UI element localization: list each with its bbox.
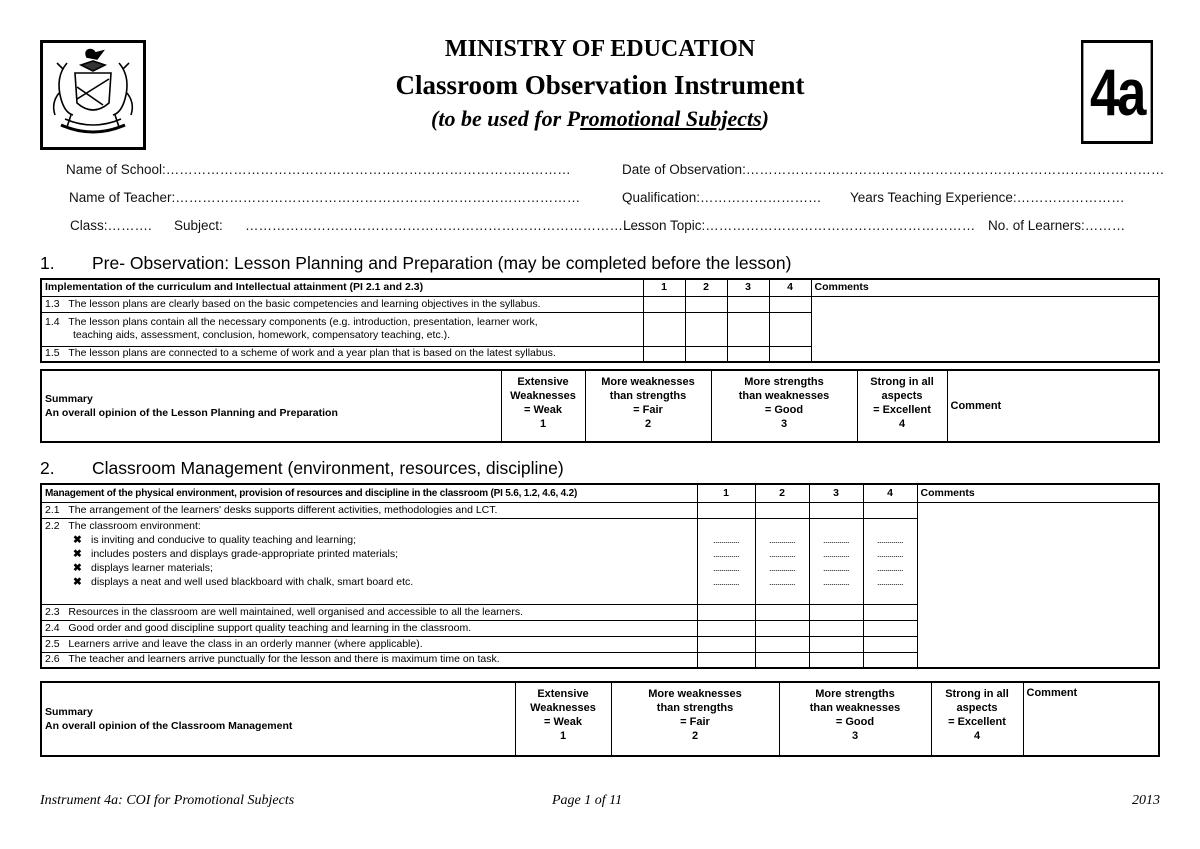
rating-cell[interactable] [755, 636, 809, 652]
scale-line: More strengths [815, 688, 895, 700]
dot-line: ............. [712, 534, 739, 545]
criterion-text: Learners arrive and leave the class in an orderly manner (where applicable). [68, 637, 423, 650]
criterion-id: 2.1 [45, 503, 60, 516]
scale-line: Extensive [537, 688, 589, 700]
section-1-summary-row [41, 370, 1159, 442]
rating-cell[interactable] [697, 652, 755, 668]
summary-description: An overall opinion of the Lesson Planning and Preparation [45, 407, 338, 419]
section-2-summary-table [40, 681, 1160, 757]
scale-value: 2 [691, 730, 699, 742]
scale-line: = Good [764, 404, 804, 416]
bullet-text: displays learner materials; [91, 561, 213, 574]
list-item [45, 561, 694, 575]
experience-field[interactable]: Years Teaching Experience:…………………… [850, 190, 1125, 205]
rating-cell[interactable] [863, 502, 917, 518]
section-1-title: Pre- Observation: Lesson Planning and Preparation (may be completed before the lesson) [92, 253, 792, 273]
dot-line: ............. [768, 534, 795, 545]
criterion-text: The teacher and learners arrive punctually for the lesson and there is maximum time on task. [68, 653, 500, 666]
criterion-2-1 [41, 502, 697, 518]
scale-value: 4 [973, 730, 981, 742]
dot-line: ............. [768, 548, 795, 559]
section-2-comments-header: Comments [917, 484, 1159, 502]
scale-line: = Excellent [873, 404, 931, 416]
rating-cell[interactable] [863, 620, 917, 636]
criterion-text: The lesson plans contain all the necessary components (e.g. introduction, presentation, learner work, [68, 316, 538, 328]
criterion-2-6 [41, 652, 697, 668]
criterion-id: 2.2 [45, 519, 60, 532]
section-2-col-1: 1 [697, 484, 755, 502]
document-title: Classroom Observation Instrument [395, 70, 805, 100]
rating-cell[interactable] [809, 502, 863, 518]
school-name-field[interactable]: Name of School:……………………………………………………………………………… [66, 162, 571, 177]
scale-value: 1 [559, 730, 567, 742]
rating-cell[interactable] [755, 518, 809, 604]
summary-label-cell [41, 370, 501, 442]
rating-weak-option[interactable] [515, 682, 611, 756]
criterion-id: 1.3 [45, 297, 60, 310]
section-1-number: 1. [40, 253, 55, 273]
scale-line: than strengths [609, 390, 687, 402]
instrument-number-badge: 4a [1081, 40, 1153, 144]
rating-cell[interactable] [685, 296, 727, 312]
learners-count-field[interactable]: No. of Learners:……… [988, 218, 1126, 233]
table-row [41, 296, 1159, 312]
section-2-number: 2. [40, 458, 55, 478]
cross-bullet-icon: ✖ [73, 561, 82, 574]
section-2-col-3: 3 [809, 484, 863, 502]
criterion-1-4 [41, 312, 643, 346]
section-2-comments-cell[interactable] [917, 502, 1159, 668]
section-2-col-2: 2 [755, 484, 809, 502]
scale-value: 2 [644, 418, 652, 430]
summary-comment-cell[interactable] [947, 370, 1159, 442]
summary-comment-label: Comment [950, 399, 1002, 412]
rating-cell[interactable] [643, 312, 685, 346]
scale-line: More weaknesses [601, 376, 695, 388]
dot-line: ............. [876, 534, 903, 545]
dot-line: ............. [822, 576, 849, 587]
rating-excellent-option[interactable] [931, 682, 1023, 756]
scale-line: aspects [956, 702, 998, 714]
dot-line: ............. [876, 548, 903, 559]
scale-line: = Excellent [948, 716, 1006, 728]
bullet-text: displays a neat and well used blackboard with chalk, smart board etc. [91, 575, 414, 588]
rating-cell[interactable] [755, 652, 809, 668]
rating-cell[interactable] [643, 296, 685, 312]
criterion-id: 2.4 [45, 621, 60, 634]
scale-line: aspects [881, 390, 923, 402]
summary-label-cell [41, 682, 515, 756]
section-1-header-label: Implementation of the curriculum and Intellectual attainment (PI 2.1 and 2.3) [41, 279, 643, 296]
rating-cell[interactable] [809, 604, 863, 620]
section-1-heading [40, 253, 791, 274]
criterion-text: Good order and good discipline support quality teaching and learning in the classroom. [68, 621, 472, 634]
scale-line: Strong in all [870, 376, 934, 388]
rating-excellent-option[interactable] [857, 370, 947, 442]
subtitle-underlined: romotional Subjects [580, 106, 762, 131]
footer-instrument-label: Instrument 4a: COI for Promotional Subjects [40, 793, 295, 808]
scale-line: More strengths [744, 376, 824, 388]
summary-comment-cell[interactable] [1023, 682, 1159, 756]
bullet-text: is inviting and conducive to quality teaching and learning; [91, 533, 357, 546]
rating-cell[interactable] [697, 518, 755, 604]
rating-cell[interactable] [809, 652, 863, 668]
dot-line: ............. [712, 548, 739, 559]
rating-cell[interactable] [863, 604, 917, 620]
summary-comment-label: Comment [1026, 687, 1078, 699]
subtitle-suffix: ) [761, 106, 769, 131]
criterion-id: 2.3 [45, 605, 60, 618]
summary-description: An overall opinion of the Classroom Management [45, 720, 293, 732]
section-1-criteria-table [40, 278, 1160, 363]
rating-cell[interactable] [863, 652, 917, 668]
scale-value: 3 [851, 730, 859, 742]
scale-line: = Weak [543, 716, 583, 728]
criterion-text-continued: teaching aids, assessment, conclusion, homework, compensatory teaching, etc.). [73, 329, 451, 341]
criterion-2-2 [41, 518, 697, 604]
rating-fair-option[interactable] [585, 370, 711, 442]
scale-value: 3 [780, 418, 788, 430]
section-1-summary-table [40, 369, 1160, 443]
scale-line: than weaknesses [738, 390, 830, 402]
criterion-id: 2.6 [45, 653, 60, 666]
dot-line: ............. [876, 576, 903, 587]
rating-cell[interactable] [727, 296, 769, 312]
criterion-2-4 [41, 620, 697, 636]
section-1-comments-cell[interactable] [811, 296, 1159, 362]
criterion-id: 1.4 [45, 316, 60, 328]
dot-line: ............. [768, 562, 795, 573]
ministry-title: MINISTRY OF EDUCATION [444, 36, 756, 62]
footer-page-number: Page 1 of 11 [552, 793, 623, 808]
rating-cell[interactable] [755, 604, 809, 620]
criterion-text: The lesson plans are connected to a scheme of work and a year plan that is based on the latest syllabus. [68, 347, 556, 360]
rating-cell[interactable] [727, 312, 769, 346]
rating-fair-option[interactable] [611, 682, 779, 756]
rating-cell[interactable] [697, 604, 755, 620]
document-subtitle [0, 106, 1200, 132]
criterion-id: 2.5 [45, 637, 60, 650]
criterion-id: 1.5 [45, 347, 60, 360]
rating-good-option[interactable] [779, 682, 931, 756]
dot-line: ............. [822, 548, 849, 559]
dot-line: ............. [712, 562, 739, 573]
criterion-2-5 [41, 636, 697, 652]
rating-cell[interactable] [769, 296, 811, 312]
scale-line: than weaknesses [809, 702, 901, 714]
section-1-col-4: 4 [769, 279, 811, 296]
criterion-1-5 [41, 346, 643, 362]
rating-cell[interactable] [685, 346, 727, 362]
dot-line: ............. [712, 576, 739, 587]
rating-cell[interactable] [809, 518, 863, 604]
dot-line: ............. [822, 534, 849, 545]
rating-cell[interactable] [643, 346, 685, 362]
scale-value: 4 [898, 418, 906, 430]
rating-cell[interactable] [863, 636, 917, 652]
rating-cell[interactable] [769, 312, 811, 346]
qualification-field[interactable]: Qualification:……………………… [622, 190, 822, 205]
section-1-col-2: 2 [685, 279, 727, 296]
table-row [41, 502, 1159, 518]
scale-value: 1 [539, 418, 547, 430]
rating-cell[interactable] [809, 620, 863, 636]
summary-label: Summary [45, 393, 93, 405]
list-item [45, 533, 694, 547]
criterion-text: The classroom environment: [68, 519, 201, 532]
scale-line: than strengths [656, 702, 734, 714]
section-2-header-row [41, 484, 1159, 502]
observation-date-field[interactable]: Date of Observation:………………………………………………………………………………… [622, 162, 1165, 177]
rating-cell[interactable] [685, 312, 727, 346]
dot-line: ............. [822, 562, 849, 573]
lesson-topic-field[interactable]: Lesson Topic:…………………………………………………… [623, 218, 976, 233]
section-1-comments-header: Comments [811, 279, 1159, 296]
scale-line: = Weak [523, 404, 563, 416]
rating-cell[interactable] [769, 346, 811, 362]
subject-label: Subject: [174, 218, 223, 233]
section-1-col-1: 1 [643, 279, 685, 296]
scale-line: = Fair [633, 404, 663, 416]
criterion-2-3 [41, 604, 697, 620]
rating-weak-option[interactable] [501, 370, 585, 442]
cross-bullet-icon: ✖ [73, 575, 82, 588]
rating-cell[interactable] [727, 346, 769, 362]
rating-cell[interactable] [755, 502, 809, 518]
scale-line: = Fair [680, 716, 710, 728]
rating-cell[interactable] [697, 502, 755, 518]
section-2-summary-row [41, 682, 1159, 756]
class-field[interactable]: Class:………. [70, 218, 152, 233]
list-item [45, 575, 694, 589]
scale-line: Extensive [517, 376, 569, 388]
section-1-col-3: 3 [727, 279, 769, 296]
rating-cell[interactable] [697, 620, 755, 636]
dot-line: ............. [768, 576, 795, 587]
scale-line: More weaknesses [648, 688, 742, 700]
bullet-text: includes posters and displays grade-appropriate printed materials; [91, 547, 399, 560]
scale-line: Weaknesses [530, 702, 596, 714]
section-2-criteria-table [40, 483, 1160, 669]
footer-year: 2013 [1132, 793, 1160, 808]
cross-bullet-icon: ✖ [73, 533, 82, 546]
scale-line: Weaknesses [510, 390, 576, 402]
teacher-name-field[interactable]: Name of Teacher:……………………………………………………………………………… [69, 190, 581, 205]
list-item [45, 547, 694, 561]
criterion-1-3 [41, 296, 643, 312]
criterion-text: Resources in the classroom are well maintained, well organised and accessible to all the learners. [68, 605, 524, 618]
section-2-heading [40, 458, 564, 479]
section-2-header-label: Management of the physical environment, provision of resources and discipline in the classroom (PI 5.6, 1.2, 4.6, 4.2) [41, 484, 697, 502]
dot-line: ............. [876, 562, 903, 573]
criterion-text: The lesson plans are clearly based on the basic competencies and learning objectives in the syllabus. [68, 297, 541, 310]
rating-cell[interactable] [809, 636, 863, 652]
section-2-col-4: 4 [863, 484, 917, 502]
scale-line: Strong in all [945, 688, 1009, 700]
criterion-text: The arrangement of the learners' desks supports different activities, methodologies and LCT. [68, 503, 498, 516]
cross-bullet-icon: ✖ [73, 547, 82, 560]
scale-line: = Good [835, 716, 875, 728]
subtitle-prefix: (to be used for P [431, 106, 581, 131]
summary-label: Summary [45, 706, 93, 718]
rating-cell[interactable] [697, 636, 755, 652]
subject-field[interactable]: ……………………………………………………………………………… [245, 218, 650, 233]
rating-cell[interactable] [863, 518, 917, 604]
rating-cell[interactable] [755, 620, 809, 636]
rating-good-option[interactable] [711, 370, 857, 442]
section-1-header-row [41, 279, 1159, 296]
section-2-title: Classroom Management (environment, resources, discipline) [92, 458, 564, 478]
